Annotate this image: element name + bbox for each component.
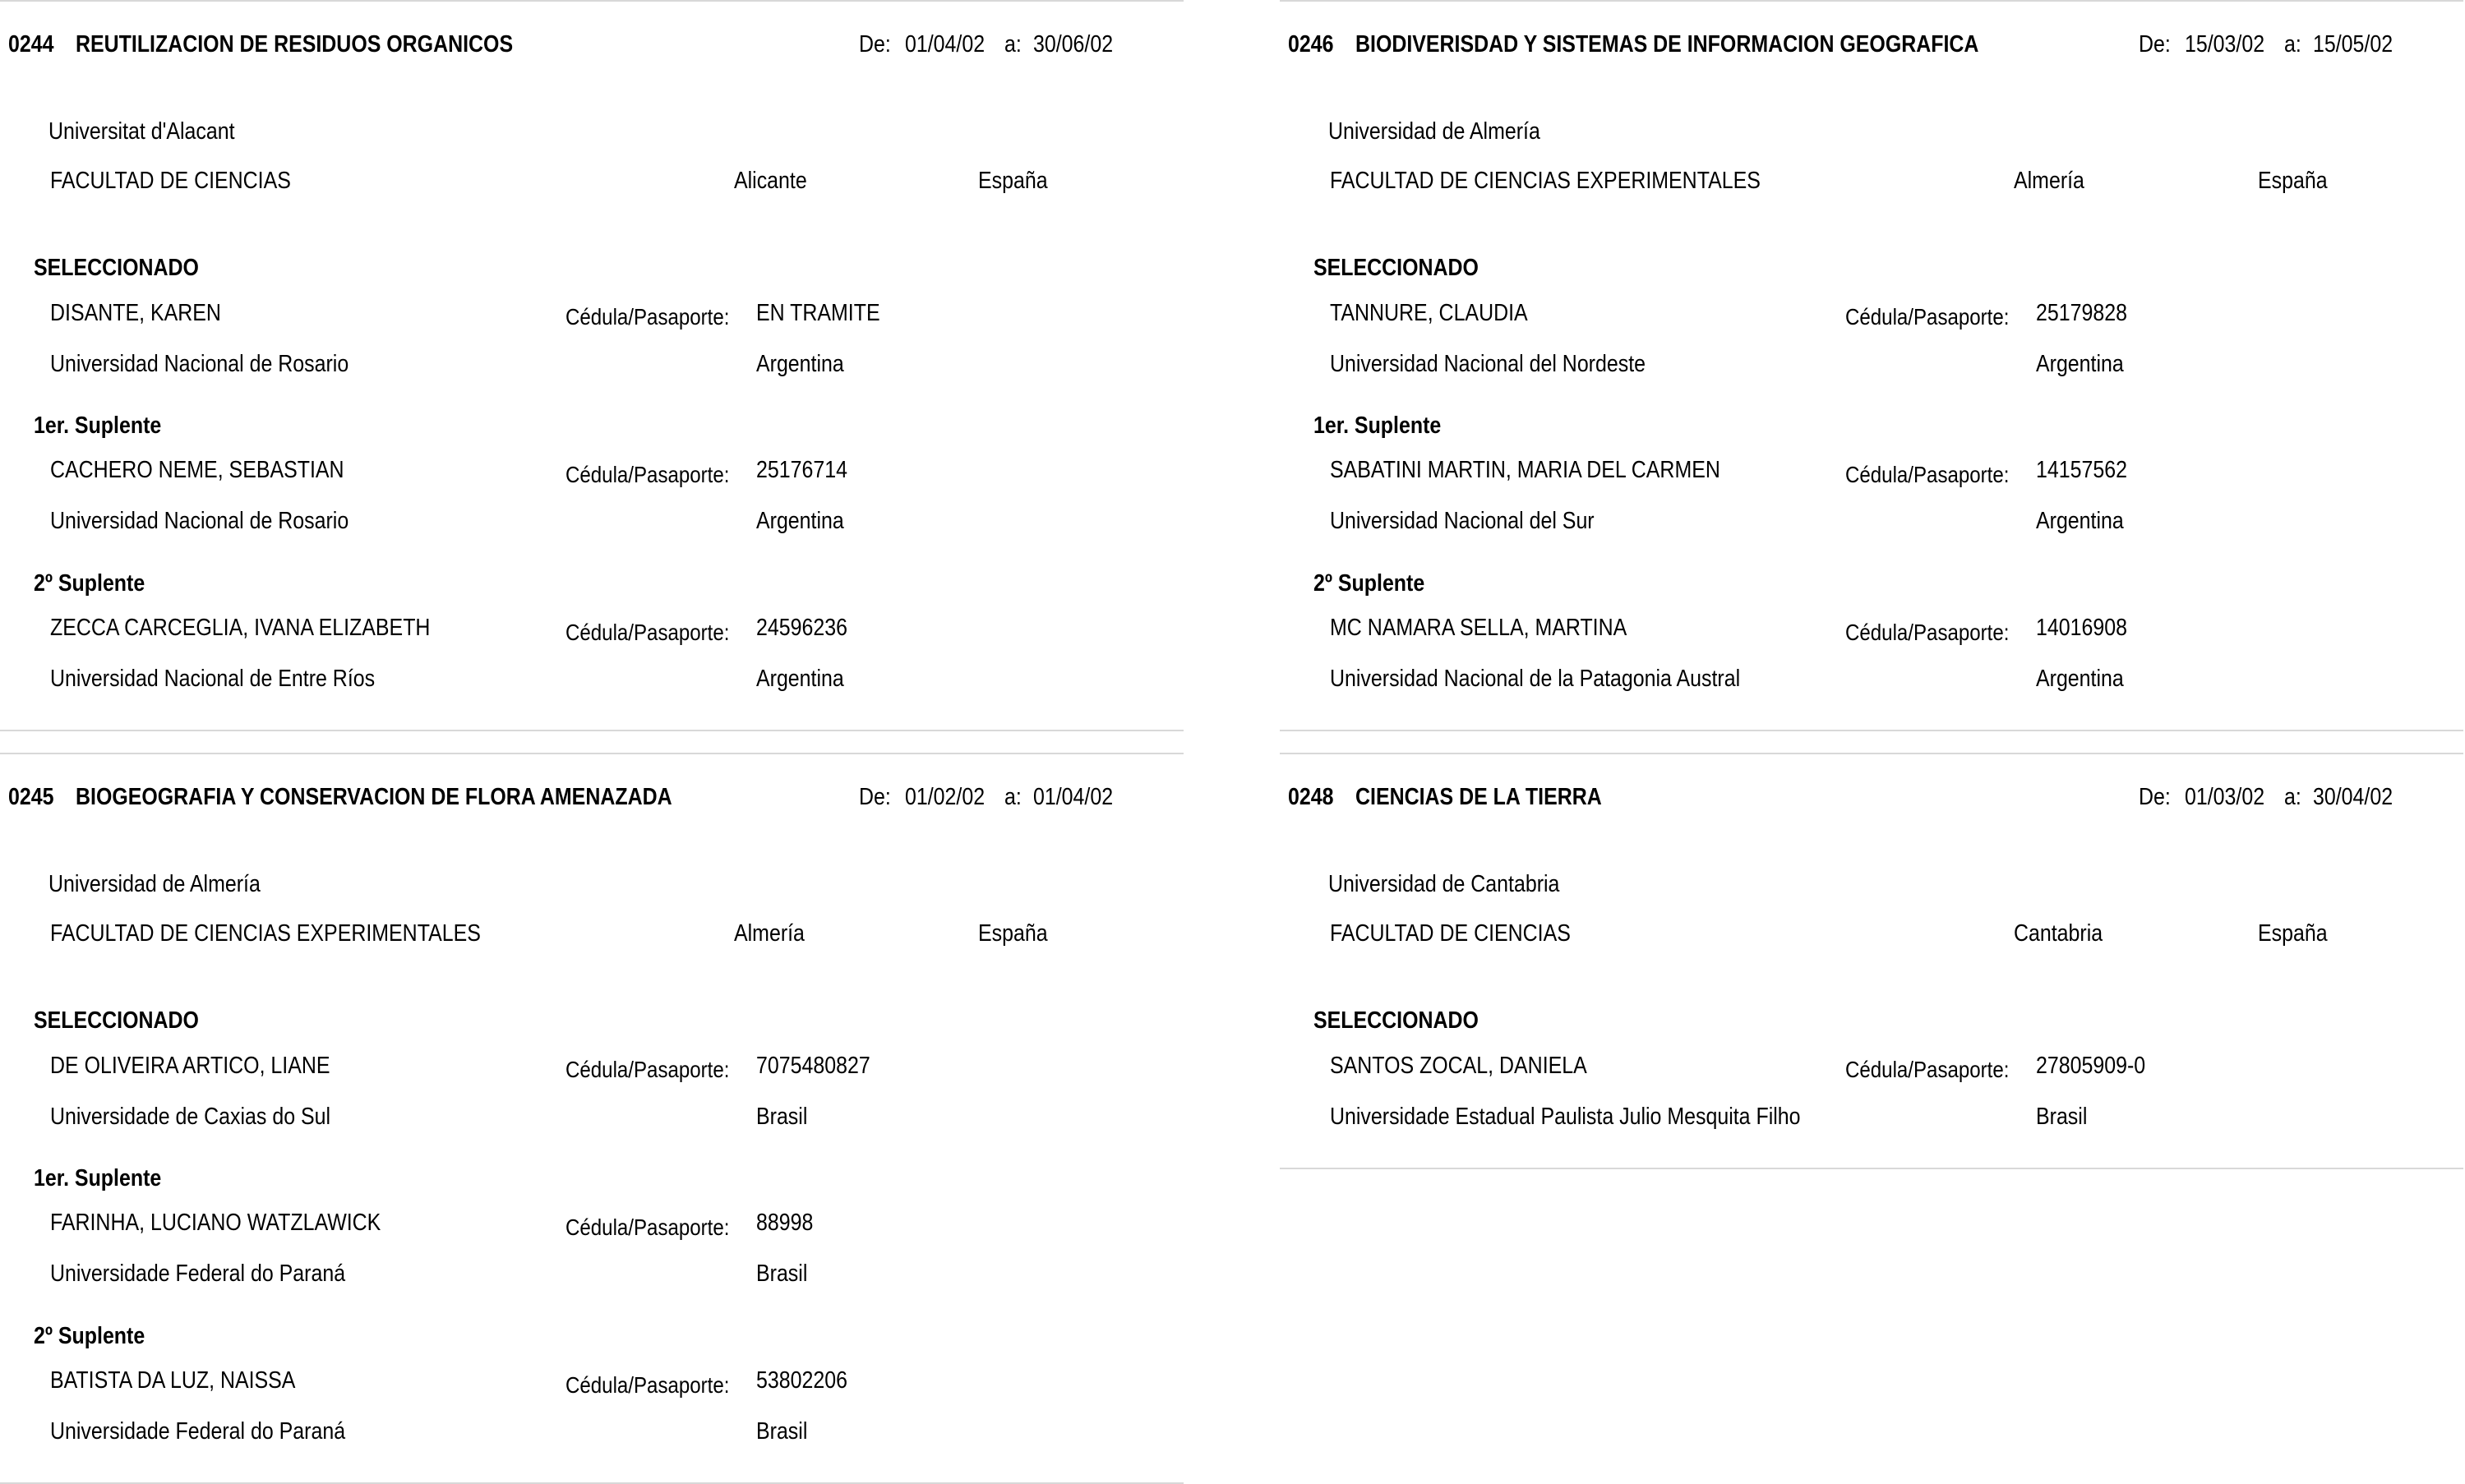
candidate-id: 25179828: [2036, 300, 2127, 326]
candidate-country: Brasil: [756, 1104, 808, 1130]
candidate-role: 2º Suplente: [1313, 570, 1425, 597]
candidate-country: Brasil: [756, 1418, 808, 1445]
host-university: Universidad de Almería: [1328, 118, 1540, 145]
host-city: Cantabria: [2014, 920, 2103, 947]
date-from-label: De:: [859, 31, 891, 58]
candidate-name: DISANTE, KAREN: [50, 300, 221, 326]
host-faculty: FACULTAD DE CIENCIAS EXPERIMENTALES: [1330, 168, 1761, 194]
candidate-name: ZECCA CARCEGLIA, IVANA ELIZABETH: [50, 615, 431, 641]
divider: [0, 0, 1184, 2]
id-label: Cédula/Pasaporte:: [565, 462, 730, 487]
id-label: Cédula/Pasaporte:: [1845, 304, 2010, 330]
host-city: Alicante: [734, 168, 807, 194]
candidate-name: DE OLIVEIRA ARTICO, LIANE: [50, 1053, 330, 1079]
candidate-role: 2º Suplente: [34, 570, 145, 597]
date-to-label: a:: [2284, 784, 2301, 810]
candidate-institution: Universidad Nacional de la Patagonia Austral: [1330, 666, 1741, 692]
candidate-role: SELECCIONADO: [34, 1007, 199, 1034]
candidate-id: 88998: [756, 1210, 814, 1236]
program-card: [1280, 0, 2463, 731]
candidate-role: SELECCIONADO: [1313, 1007, 1479, 1034]
candidate-id: 7075480827: [756, 1053, 870, 1079]
date-to-label: a:: [1004, 784, 1022, 810]
candidate-country: Argentina: [2036, 508, 2124, 534]
date-from: 01/04/02: [905, 31, 986, 58]
date-to-label: a:: [1004, 31, 1022, 58]
host-country: España: [978, 920, 1048, 947]
host-faculty: FACULTAD DE CIENCIAS: [1330, 920, 1571, 947]
date-to: 30/06/02: [1033, 31, 1114, 58]
candidate-role: SELECCIONADO: [1313, 255, 1479, 281]
host-country: España: [2258, 168, 2328, 194]
program-card: [0, 753, 1184, 1484]
date-to: 15/05/02: [2313, 31, 2393, 58]
candidate-country: Argentina: [756, 351, 844, 377]
host-country: España: [2258, 920, 2328, 947]
candidate-name: BATISTA DA LUZ, NAISSA: [50, 1367, 296, 1394]
candidate-id: 53802206: [756, 1367, 847, 1394]
candidate-id: EN TRAMITE: [756, 300, 880, 326]
host-university: Universidad de Almería: [48, 871, 261, 897]
id-label: Cédula/Pasaporte:: [565, 1372, 730, 1398]
candidate-country: Brasil: [2036, 1104, 2088, 1130]
date-from: 01/02/02: [905, 784, 986, 810]
candidate-institution: Universidad Nacional del Nordeste: [1330, 351, 1646, 377]
candidate-country: Argentina: [756, 508, 844, 534]
host-city: Almería: [2014, 168, 2084, 194]
candidate-institution: Universidad Nacional de Rosario: [50, 508, 349, 534]
candidate-id: 27805909-0: [2036, 1053, 2146, 1079]
id-label: Cédula/Pasaporte:: [1845, 462, 2010, 487]
program-card: [1280, 753, 2463, 1172]
id-label: Cédula/Pasaporte:: [565, 1214, 730, 1240]
date-to: 30/04/02: [2313, 784, 2393, 810]
host-university: Universidad de Cantabria: [1328, 871, 1560, 897]
candidate-institution: Universidade Federal do Paraná: [50, 1418, 346, 1445]
program-code: 0245: [8, 784, 54, 810]
candidate-name: MC NAMARA SELLA, MARTINA: [1330, 615, 1627, 641]
program-title: REUTILIZACION DE RESIDUOS ORGANICOS: [76, 31, 514, 58]
program-code: 0246: [1288, 31, 1334, 58]
program-title: CIENCIAS DE LA TIERRA: [1355, 784, 1602, 810]
candidate-country: Brasil: [756, 1260, 808, 1287]
candidate-id: 24596236: [756, 615, 847, 641]
date-from-label: De:: [2139, 31, 2171, 58]
id-label: Cédula/Pasaporte:: [1845, 1057, 2010, 1082]
host-faculty: FACULTAD DE CIENCIAS EXPERIMENTALES: [50, 920, 481, 947]
date-from-label: De:: [859, 784, 891, 810]
candidate-institution: Universidade Estadual Paulista Julio Mesquita Filho: [1330, 1104, 1801, 1130]
candidate-country: Argentina: [2036, 666, 2124, 692]
id-label: Cédula/Pasaporte:: [565, 304, 730, 330]
candidate-institution: Universidade de Caxias do Sul: [50, 1104, 331, 1130]
candidate-country: Argentina: [756, 666, 844, 692]
candidate-name: FARINHA, LUCIANO WATZLAWICK: [50, 1210, 381, 1236]
host-university: Universitat d'Alacant: [48, 118, 235, 145]
candidate-role: 1er. Suplente: [1313, 412, 1442, 439]
candidate-institution: Universidad Nacional de Rosario: [50, 351, 349, 377]
candidate-institution: Universidad Nacional de Entre Ríos: [50, 666, 376, 692]
host-country: España: [978, 168, 1048, 194]
id-label: Cédula/Pasaporte:: [565, 620, 730, 645]
candidate-name: CACHERO NEME, SEBASTIAN: [50, 457, 344, 483]
divider: [0, 753, 1184, 754]
host-city: Almería: [734, 920, 805, 947]
divider: [1280, 1168, 2463, 1169]
date-to-label: a:: [2284, 31, 2301, 58]
id-label: Cédula/Pasaporte:: [565, 1057, 730, 1082]
date-from-label: De:: [2139, 784, 2171, 810]
candidate-institution: Universidade Federal do Paraná: [50, 1260, 346, 1287]
program-card: [0, 0, 1184, 731]
divider: [1280, 753, 2463, 754]
date-from: 01/03/02: [2185, 784, 2265, 810]
candidate-id: 14157562: [2036, 457, 2127, 483]
candidate-role: 2º Suplente: [34, 1323, 145, 1349]
program-code: 0248: [1288, 784, 1334, 810]
divider: [0, 730, 1184, 731]
divider: [1280, 0, 2463, 2]
date-from: 15/03/02: [2185, 31, 2265, 58]
candidate-id: 14016908: [2036, 615, 2127, 641]
candidate-role: SELECCIONADO: [34, 255, 199, 281]
candidate-institution: Universidad Nacional del Sur: [1330, 508, 1595, 534]
program-title: BIOGEOGRAFIA Y CONSERVACION DE FLORA AMENAZADA: [76, 784, 672, 810]
candidate-country: Argentina: [2036, 351, 2124, 377]
candidate-id: 25176714: [756, 457, 847, 483]
candidate-name: TANNURE, CLAUDIA: [1330, 300, 1528, 326]
program-title: BIODIVERISDAD Y SISTEMAS DE INFORMACION GEOGRAFICA: [1355, 31, 1979, 58]
divider: [1280, 730, 2463, 731]
candidate-role: 1er. Suplente: [34, 412, 162, 439]
host-faculty: FACULTAD DE CIENCIAS: [50, 168, 291, 194]
program-code: 0244: [8, 31, 54, 58]
date-to: 01/04/02: [1033, 784, 1114, 810]
id-label: Cédula/Pasaporte:: [1845, 620, 2010, 645]
candidate-name: SANTOS ZOCAL, DANIELA: [1330, 1053, 1587, 1079]
candidate-role: 1er. Suplente: [34, 1165, 162, 1191]
candidate-name: SABATINI MARTIN, MARIA DEL CARMEN: [1330, 457, 1720, 483]
